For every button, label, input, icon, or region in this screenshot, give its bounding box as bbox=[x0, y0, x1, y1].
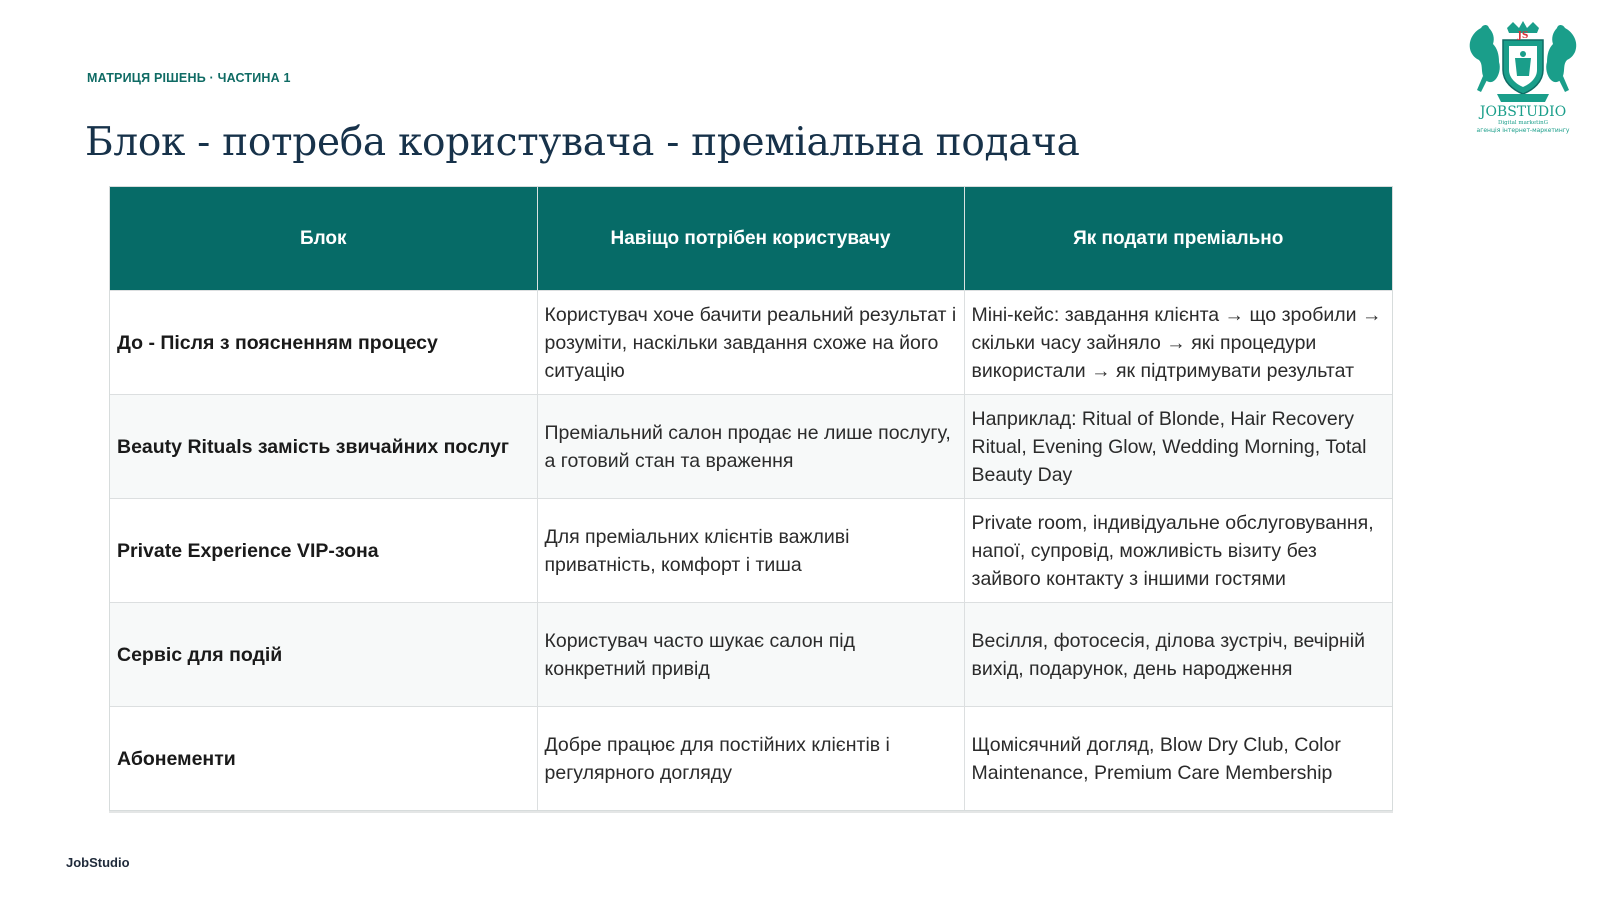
cell-premium-presentation: Наприклад: Ritual of Blonde, Hair Recovery Ritual, Evening Glow, Wedding Morning, Total Beauty Day bbox=[964, 395, 1392, 499]
table-row bbox=[110, 603, 1392, 707]
cell-user-need: Користувач часто шукає салон під конкретний привід bbox=[537, 603, 964, 707]
table-row bbox=[110, 499, 1392, 603]
svg-text:Digital marketinG: Digital marketinG bbox=[1497, 120, 1549, 126]
footer-brand: JobStudio bbox=[66, 855, 130, 870]
svg-text:агенція інтернет-маркетингу: агенція інтернет-маркетингу bbox=[1476, 127, 1570, 134]
cell-premium-presentation: Міні-кейс: завдання клієнта → що зробили → скільки часу зайняло → які процедури використали → як підтримувати результат bbox=[964, 291, 1392, 395]
table-row bbox=[110, 291, 1392, 395]
header-user-need: Навіщо потрібен користувачу bbox=[537, 187, 964, 291]
cell-user-need: Користувач хоче бачити реальний результат і розуміти, наскільки завдання схоже на його ситуацію bbox=[537, 291, 964, 395]
slide-title: Блок - потреба користувача - преміальна подача bbox=[85, 120, 1080, 165]
jobstudio-logo bbox=[1463, 18, 1583, 138]
cell-block: Сервіс для подій bbox=[110, 603, 537, 707]
cell-block: Beauty Rituals замість звичайних послуг bbox=[110, 395, 537, 499]
cell-premium-presentation: Щомісячний догляд, Blow Dry Club, Color Maintenance, Premium Care Membership bbox=[964, 707, 1392, 811]
table-row bbox=[110, 395, 1392, 499]
header-premium-presentation: Як подати преміально bbox=[964, 187, 1392, 291]
slide-eyebrow: МАТРИЦЯ РІШЕНЬ · ЧАСТИНА 1 bbox=[87, 71, 291, 85]
cell-user-need: Добре працює для постійних клієнтів і регулярного догляду bbox=[537, 707, 964, 811]
cell-block: До - Після з поясненням процесу bbox=[110, 291, 537, 395]
cell-user-need: Преміальний салон продає не лише послугу, а готовий стан та враження bbox=[537, 395, 964, 499]
cell-user-need: Для преміальних клієнтів важливі приватність, комфорт і тиша bbox=[537, 499, 964, 603]
table-header-row bbox=[110, 187, 1392, 291]
cell-premium-presentation: Весілля, фотосесія, ділова зустріч, вечірній вихід, подарунок, день народження bbox=[964, 603, 1392, 707]
solution-matrix-table bbox=[109, 186, 1393, 811]
cell-block: Private Experience VIP-зона bbox=[110, 499, 537, 603]
cell-premium-presentation: Private room, індивідуальне обслуговування, напої, супровід, можливість візиту без зайвого контакту з іншими гостями bbox=[964, 499, 1392, 603]
svg-text:JS: JS bbox=[1517, 31, 1529, 41]
table-row bbox=[110, 707, 1392, 811]
svg-text:JOBSTUDIO: JOBSTUDIO bbox=[1479, 104, 1567, 120]
header-block: Блок bbox=[110, 187, 537, 291]
cell-block: Абонементи bbox=[110, 707, 537, 811]
